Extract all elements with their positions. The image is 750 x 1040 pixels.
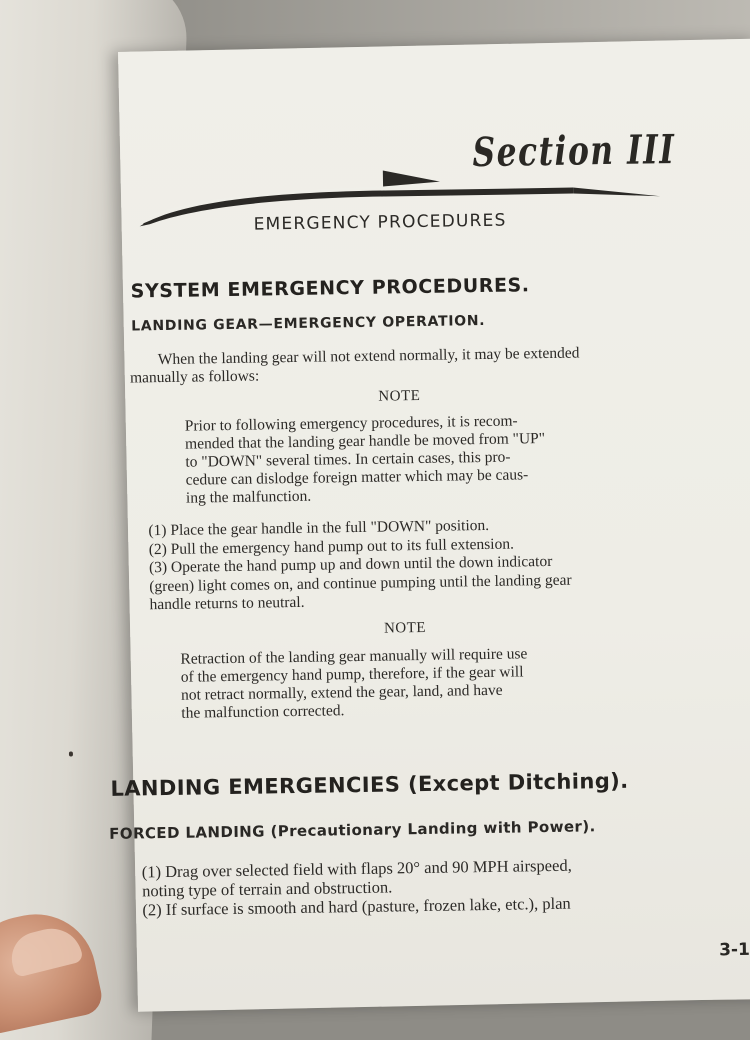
note-line: to "DOWN" several times. In certain cases, this pro- [185, 448, 511, 471]
page-number: 3-1 [718, 939, 750, 961]
step-line: noting type of terrain and obstruction. [141, 877, 393, 901]
step-line: (1) Drag over selected field with flaps 20° and 90 MPH airspeed, [141, 855, 572, 882]
system-emergency-heading: SYSTEM EMERGENCY PROCEDURES. [130, 274, 530, 303]
step-line: handle returns to neutral. [149, 593, 305, 614]
note-label: NOTE [378, 387, 421, 405]
note-line: of the emergency hand pump, therefore, if the gear will [180, 663, 524, 686]
note-paragraph [185, 412, 546, 508]
intro-paragraph [130, 344, 580, 387]
step-line: (1) Place the gear handle in the full "DOWN" position. [148, 516, 490, 540]
page-speck [69, 751, 73, 756]
note-line: Retraction of the landing gear manually will require use [180, 645, 528, 668]
forced-landing-steps [142, 856, 573, 920]
landing-gear-subheading: LANDING GEAR—EMERGENCY OPERATION. [131, 312, 486, 335]
note-label: NOTE [383, 619, 427, 637]
intro-line: manually as follows: [129, 367, 260, 387]
note-line: mended that the landing gear handle be moved from "UP" [184, 430, 546, 453]
step-line: (2) If surface is smooth and hard (pasture, frozen lake, etc.), plan [142, 893, 571, 920]
note-line: not retract normally, extend the gear, land, and have [180, 681, 503, 704]
gear-steps-list [148, 516, 572, 615]
page-heading: EMERGENCY PROCEDURES [253, 210, 507, 235]
step-line: (2) Pull the emergency hand pump out to its full extension. [148, 535, 515, 558]
note-line: Prior to following emergency procedures, it is recom- [184, 412, 518, 435]
note-line: ing the malfunction. [185, 487, 312, 507]
note-paragraph [180, 645, 528, 722]
step-line: (green) light comes on, and continue pumping until the landing gear [149, 571, 572, 595]
note-line: cedure can dislodge foreign matter which may be caus- [185, 466, 529, 489]
section-title: Section III [472, 125, 676, 177]
landing-emergencies-heading: LANDING EMERGENCIES (Except Ditching). [110, 768, 629, 801]
forced-landing-subheading: FORCED LANDING (Precautionary Landing with Power). [109, 817, 596, 843]
step-line: (3) Operate the hand pump up and down until the down indicator [148, 552, 553, 577]
intro-line: When the landing gear will not extend normally, it may be extended [157, 344, 580, 369]
note-line: the malfunction corrected. [181, 702, 345, 722]
